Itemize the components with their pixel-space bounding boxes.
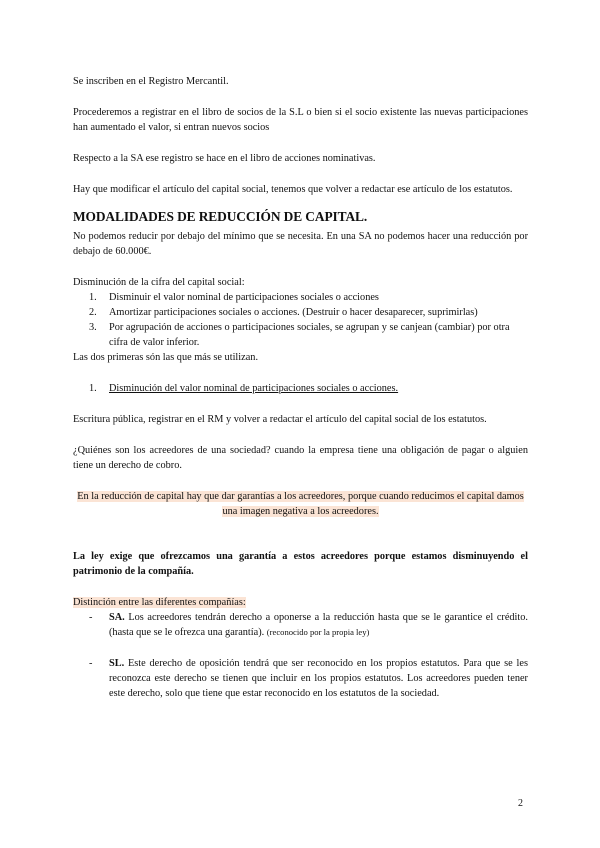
list-item-text: Por agrupación de acciones o participaciones sociales, se agrupan y se canjean (cambiar) por otra cifra de valor inferior. (109, 322, 510, 348)
highlighted-paragraph (73, 489, 528, 519)
intro-paragraph-2: Procederemos a registrar en el libro de socios de la S.L o bien si el socio existente las nuevas participaciones han aumentado el valor, si entran nuevos socios (73, 107, 528, 133)
reduction-methods-list (73, 290, 528, 350)
section-paragraph-2: Escritura pública, registrar en el RM y volver a redactar el artículo del capital social de los estatutos. (73, 414, 487, 425)
list-title: Disminución de la cifra del capital social: (73, 277, 245, 288)
list-item (73, 381, 528, 396)
list-item-number: 2. (89, 307, 97, 318)
highlight-text: En la reducción de capital hay que dar garantías a los acreedores, porque cuando reducimos el capital damos una imagen negativa a los acreedores. (77, 491, 524, 517)
intro-paragraph-3: Respecto a la SA ese registro se hace en el libro de acciones nominativas. (73, 153, 376, 164)
company-label: SA. (109, 612, 125, 623)
list-item (73, 320, 528, 350)
dash-bullet: - (89, 612, 93, 623)
subsection-list (73, 381, 528, 396)
list-item (73, 290, 528, 305)
list-item-number: 1. (89, 292, 97, 303)
section-heading: MODALIDADES DE REDUCCIÓN DE CAPITAL. (73, 209, 368, 224)
dash-bullet: - (89, 658, 93, 669)
list-item-text: Disminuir el valor nominal de participaciones sociales o acciones (109, 292, 379, 303)
subsection-heading: Disminución del valor nominal de participaciones sociales o acciones. (109, 383, 399, 394)
company-note: (reconocido por la propia ley) (266, 627, 370, 637)
list-item-number: 1. (89, 383, 97, 394)
distinction-title (73, 595, 528, 610)
list-item (73, 305, 528, 320)
list-item (73, 656, 528, 701)
bold-paragraph: La ley exige que ofrezcamos una garantía a estos acreedores porque estamos disminuyendo el patrimonio de la compañía. (73, 551, 528, 577)
page-number: 2 (518, 798, 523, 809)
intro-paragraph-4: Hay que modificar el artículo del capital social, tenemos que volver a redactar ese artículo de los estatutos. (73, 184, 513, 195)
section-paragraph-1: No podemos reducir por debajo del mínimo que se necesita. En una SA no podemos hacer una reducción por debajo de 60.000€. (73, 231, 528, 257)
page-body (73, 74, 528, 701)
company-text: Los acreedores tendrán derecho a oponerse a la reducción hasta que se le garantice el crédito. (hasta que se le ofrezca una garantía). (109, 612, 528, 638)
company-label: SL. (109, 658, 125, 669)
intro-paragraph-1: Se inscriben en el Registro Mercantil. (73, 76, 229, 87)
list-item (73, 610, 528, 640)
after-list-paragraph: Las dos primeras són las que más se utilizan. (73, 352, 259, 363)
distinction-title-text: Distinción entre las diferentes compañías: (73, 597, 246, 608)
company-text: Este derecho de oposición tendrá que ser reconocido en los propios estatutos. Para que se les reconozca este derecho se tienen que incluir en los propios estatutos. Los acreedores pueden tener este derecho, solo que tiene que estar reconocido en los estatutos de la sociedad. (109, 658, 528, 699)
list-item-text: Amortizar participaciones sociales o acciones. (Destruir o hacer desaparecer, suprimirlas) (109, 307, 478, 318)
section-paragraph-3: ¿Quiénes son los acreedores de una sociedad? cuando la empresa tiene una obligación de pagar o alguien tiene un derecho de cobro. (73, 445, 528, 471)
company-types-list (73, 610, 528, 701)
list-item-number: 3. (89, 322, 97, 333)
